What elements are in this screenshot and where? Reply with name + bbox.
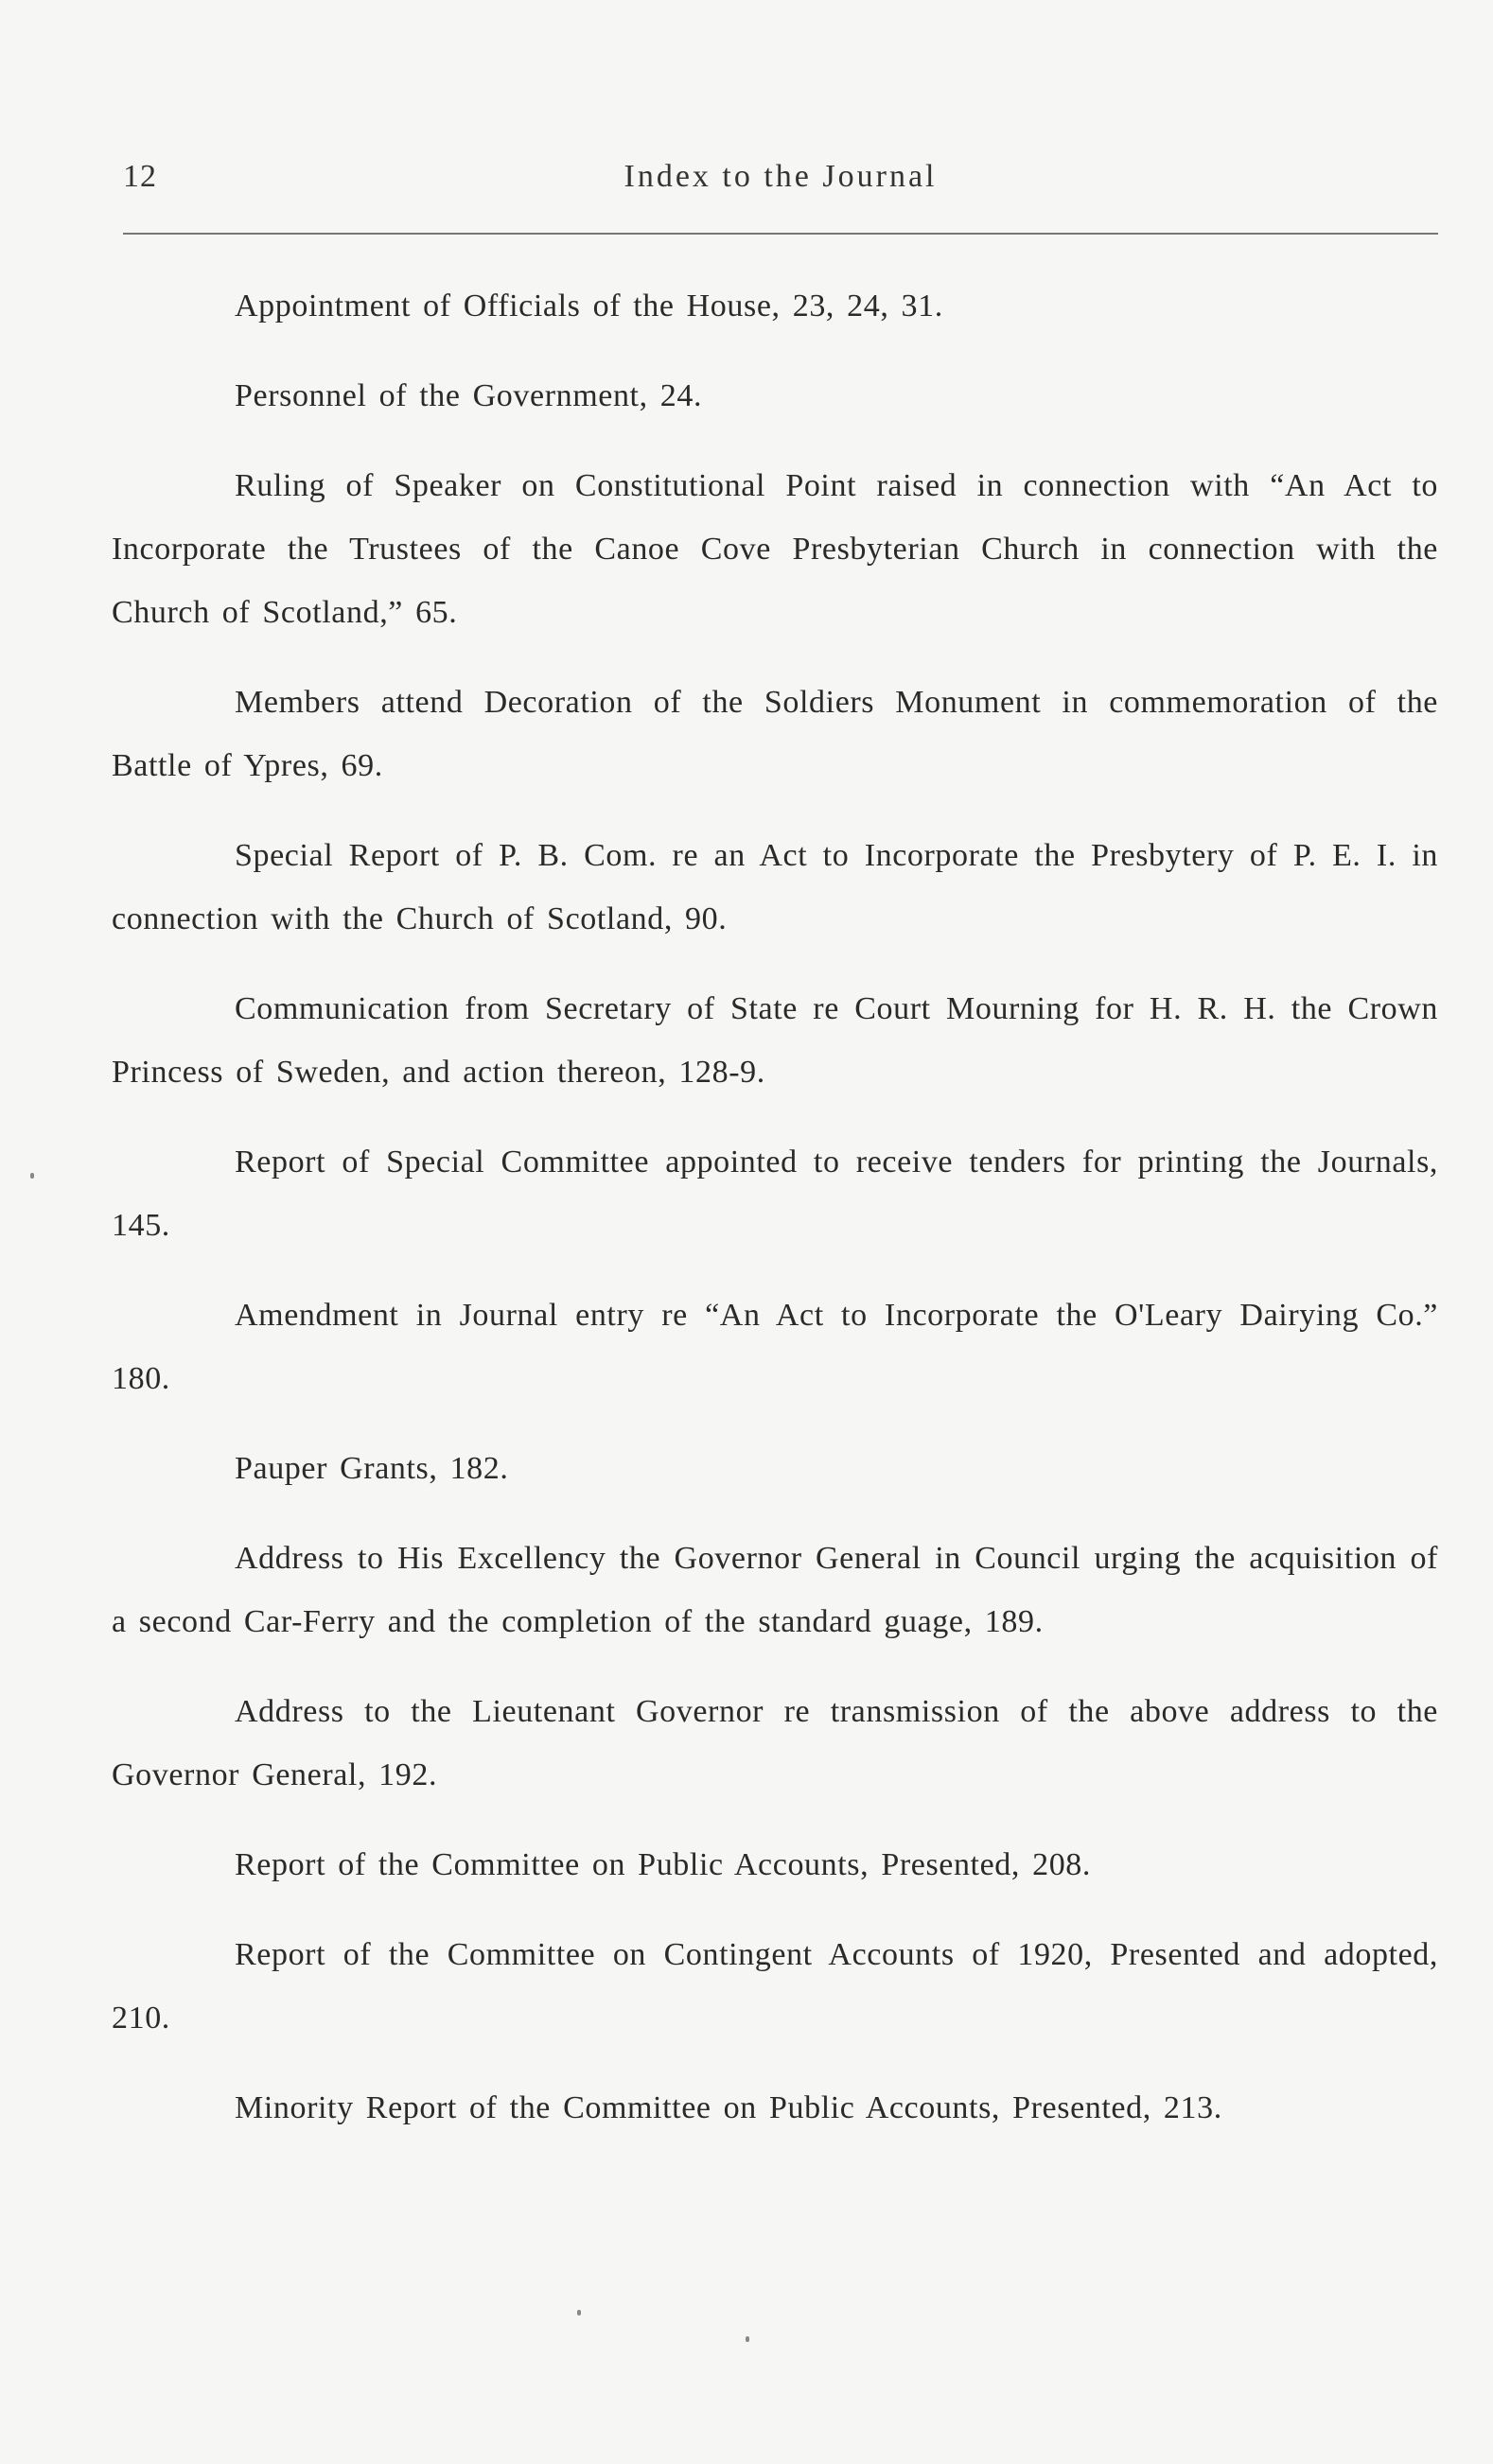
- page-header: [123, 159, 1438, 206]
- index-entry: Communication from Secretary of State re Court Mourning for H. R. H. the Crown Princess of Sweden, and action thereon, 128-9.: [112, 991, 1438, 1090]
- index-entry: Pauper Grants, 182.: [235, 1451, 509, 1486]
- index-entry: Amendment in Journal entry re “An Act to Incorporate the O'Leary Dairying Co.” 180.: [112, 1298, 1438, 1396]
- index-entry: Minority Report of the Committee on Public Accounts, Presented, 213.: [235, 2090, 1222, 2125]
- speck-mark: [30, 1173, 34, 1179]
- index-entry: Report of the Committee on Public Accounts, Presented, 208.: [235, 1847, 1091, 1882]
- index-entry: Appointment of Officials of the House, 23, 24, 31.: [235, 288, 943, 323]
- index-entry: Report of the Committee on Contingent Accounts of 1920, Presented and adopted, 210.: [112, 1937, 1438, 2036]
- index-entries: [112, 274, 1438, 2140]
- speck-mark: [746, 2336, 749, 2342]
- index-entry: Ruling of Speaker on Constitutional Point raised in connection with “An Act to Incorporate the Trustees of the Canoe Cove Presbyterian Church in connection with the Church of Scotland,” 65.: [112, 468, 1438, 630]
- index-entry: Members attend Decoration of the Soldiers Monument in commemoration of the Battle of Ypres, 69.: [112, 685, 1438, 783]
- index-entry: Special Report of P. B. Com. re an Act to Incorporate the Presbytery of P. E. I. in connection with the Church of Scotland, 90.: [112, 838, 1438, 936]
- header-rule: [123, 233, 1438, 235]
- speck-mark: [577, 2310, 581, 2315]
- index-entry: Report of Special Committee appointed to receive tenders for printing the Journals, 145.: [112, 1145, 1438, 1243]
- index-entry: Address to the Lieutenant Governor re transmission of the above address to the Governor General, 192.: [112, 1694, 1438, 1792]
- running-title: Index to the Journal: [624, 159, 938, 194]
- page-number: 12: [123, 159, 157, 194]
- index-entry: Personnel of the Government, 24.: [235, 378, 703, 413]
- index-entry: Address to His Excellency the Governor General in Council urging the acquisition of a second Car-Ferry and the completion of the standard guage, 189.: [112, 1541, 1438, 1639]
